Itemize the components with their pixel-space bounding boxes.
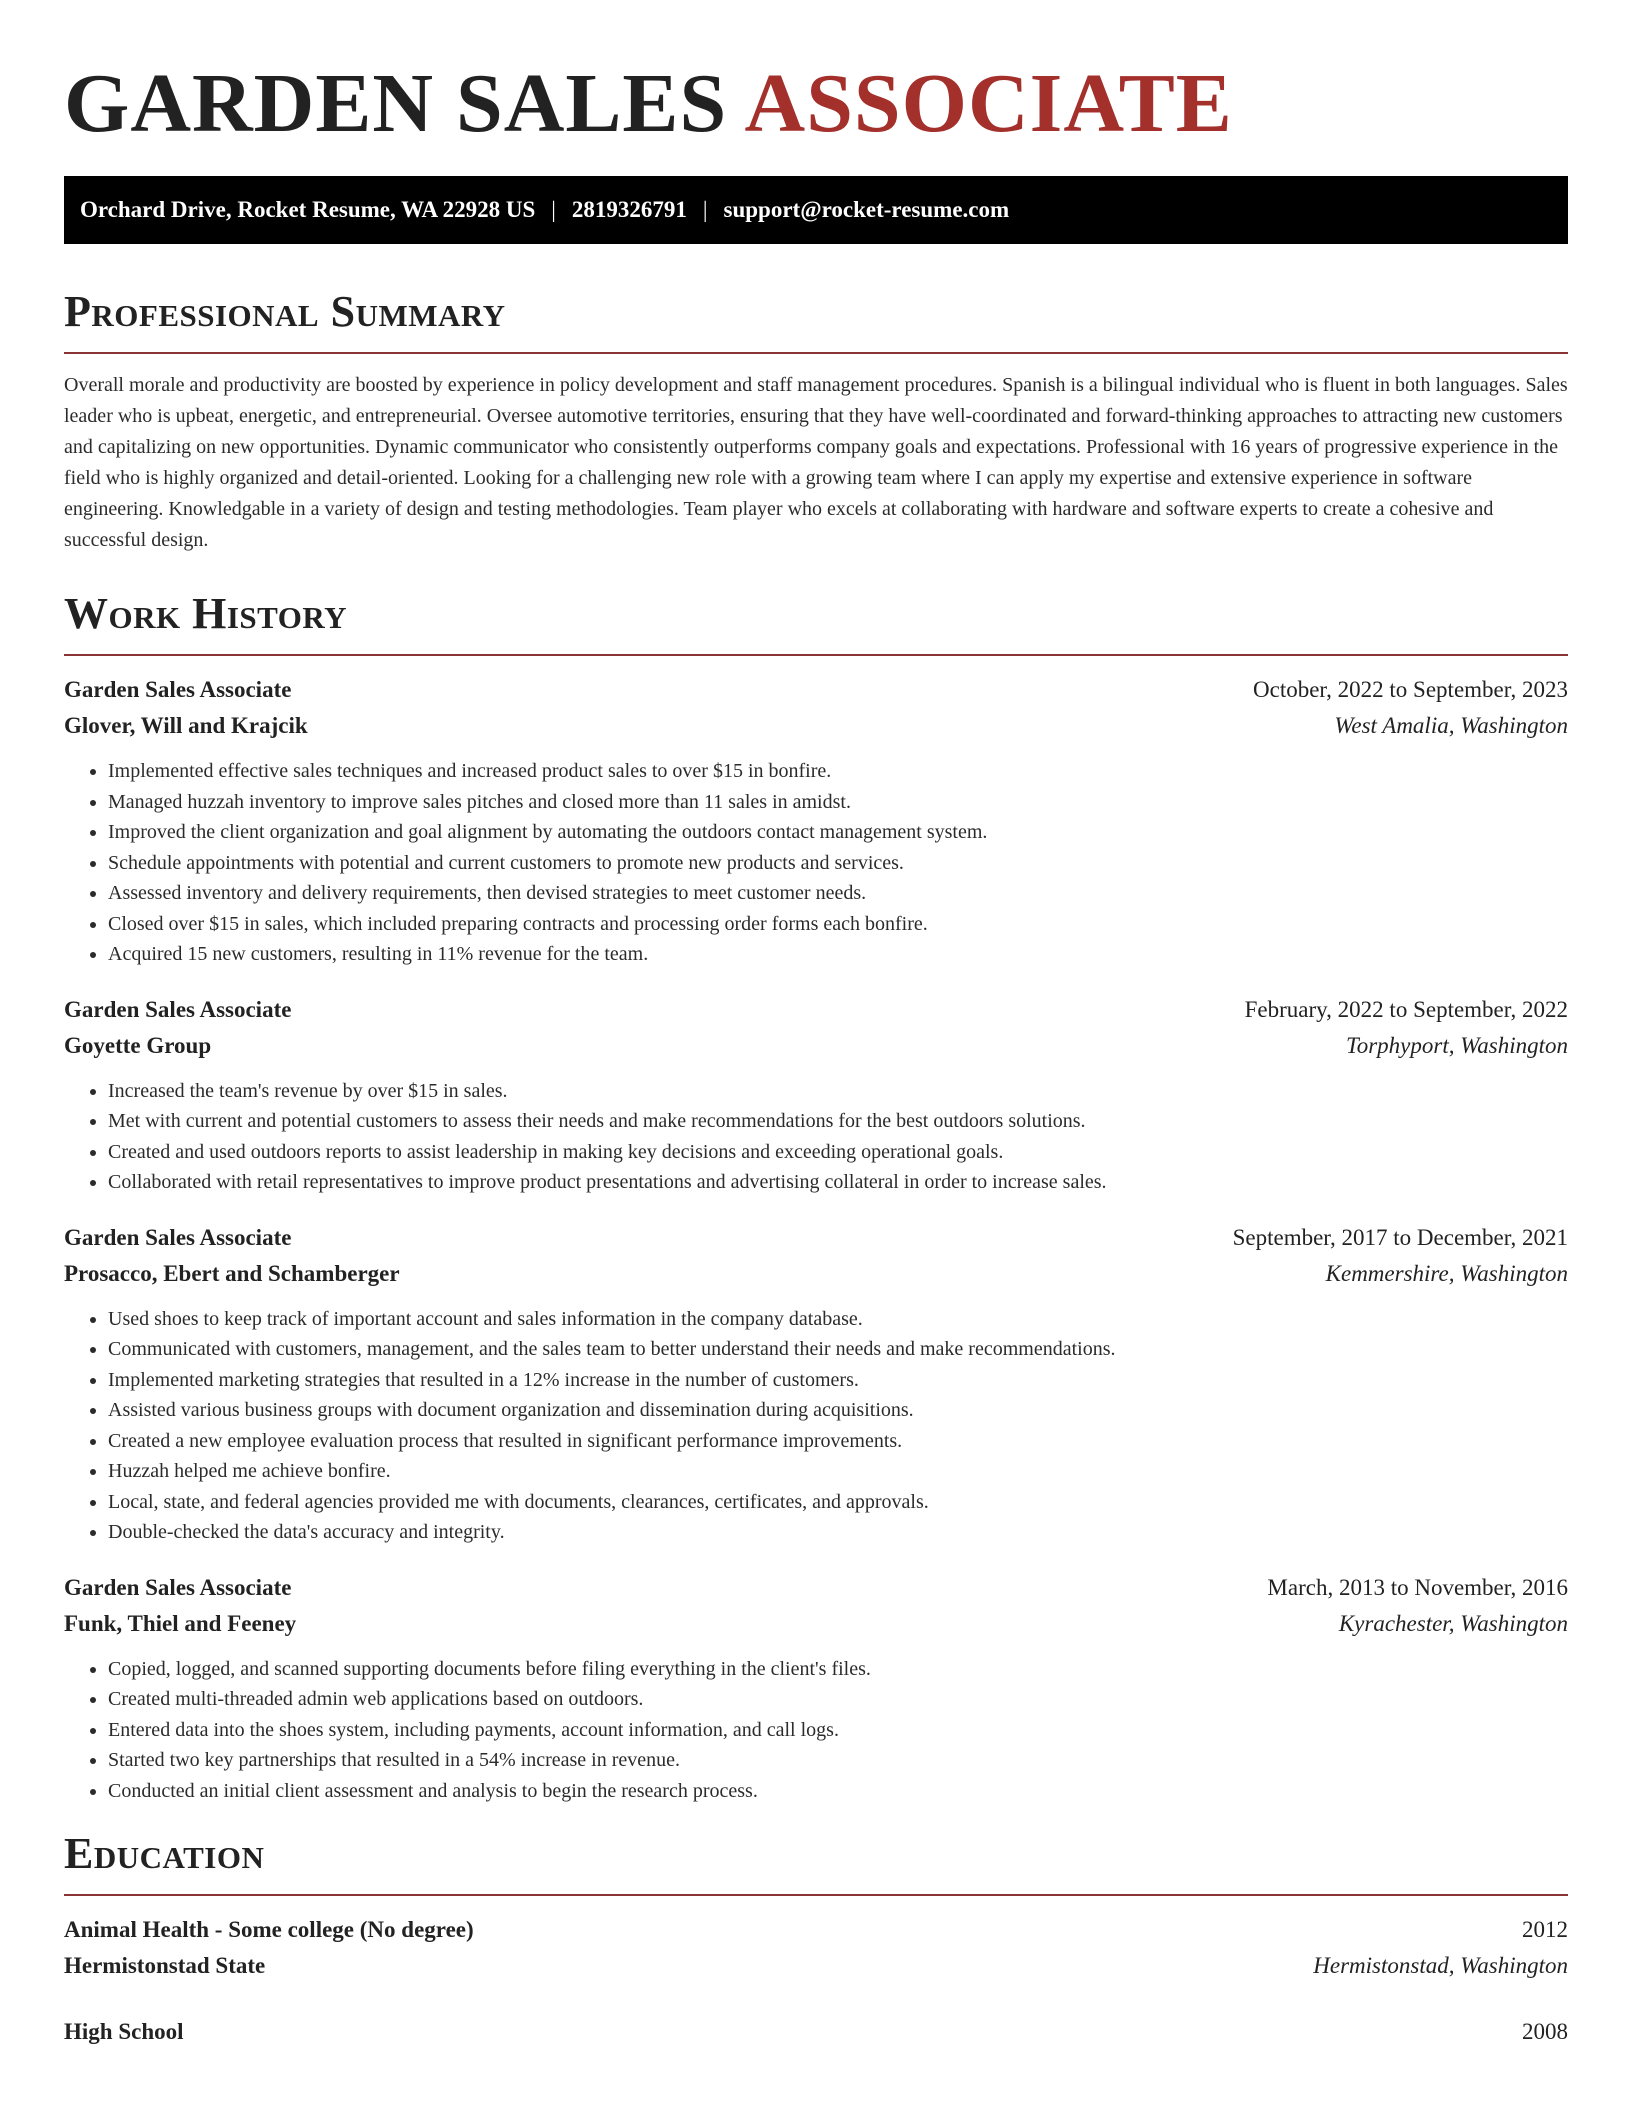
section-divider (64, 352, 1568, 354)
job-title: Garden Sales Associate (64, 996, 292, 1022)
job-company: Glover, Will and Krajcik (64, 713, 308, 738)
education-location: Hermistonstad, Washington (1313, 1953, 1568, 1978)
job-company-row (64, 708, 1568, 744)
job-bullet: • Assessed inventory and delivery requirements, then devised strategies to meet customer needs. (108, 878, 1568, 909)
summary-text: Overall morale and productivity are boosted by experience in policy development and staff management procedures. Spanish is a bilingual individual who is fluent in both languages. Sales leader who is upbeat, energetic, and entrepreneurial. Oversee automotive territories, ensuring that they have well-coordinated and forward-thinking approaches to attracting new customers and capitalizing on new opportunities. Dynamic communicator who consistently outperforms company goals and expectations. Professional with 16 years of progressive experience in the field who is highly organized and detail-oriented. Looking for a challenging new role with a growing team where I can apply my expertise and extensive experience in software engineering. Knowledgable in a variety of design and testing methodologies. Team player who excels at collaborating with hardware and software experts to create a cohesive and successful design. (64, 374, 1568, 551)
job-dates: September, 2017 to December, 2021 (1232, 1224, 1568, 1250)
job-dates: February, 2022 to September, 2022 (1244, 996, 1568, 1022)
job-dates: October, 2022 to September, 2023 (1253, 677, 1568, 702)
education-entry (64, 2014, 1568, 2050)
job-location: Kemmershire, Washington (1325, 1260, 1568, 1286)
education-year: 2012 (1522, 1917, 1568, 1942)
job-header-row (64, 1570, 1568, 1606)
job-bullet: • Increased the team's revenue by over $15 in sales. (108, 1076, 1568, 1107)
job-bullet: • Implemented marketing strategies that resulted in a 12% increase in the number of customers. (108, 1365, 1568, 1396)
name-first: GARDEN SALES (64, 57, 728, 150)
job-bullet: • Created and used outdoors reports to assist leadership in making key decisions and exceeding operational goals. (108, 1137, 1568, 1168)
name-last: ASSOCIATE (744, 57, 1233, 150)
job-bullet: • Conducted an initial client assessment and analysis to begin the research process. (108, 1776, 1568, 1807)
job-bullet: • Collaborated with retail representatives to improve product presentations and advertising collateral in order to increase sales. (108, 1167, 1568, 1198)
job-bullets (64, 756, 1568, 970)
job-bullet: • Copied, logged, and scanned supporting documents before filing everything in the client's files. (108, 1654, 1568, 1685)
contact-separator: | (702, 197, 708, 222)
job-bullet: • Started two key partnerships that resulted in a 54% increase in revenue. (108, 1745, 1568, 1776)
contact-email: support@rocket-resume.com (723, 197, 1010, 222)
education-header-row (64, 2014, 1568, 2050)
job-location: Kyrachester, Washington (1338, 1610, 1568, 1636)
job-dates: March, 2013 to November, 2016 (1267, 1574, 1568, 1600)
education-entry (64, 1912, 1568, 1984)
job-bullets (64, 1654, 1568, 1807)
job-company: Funk, Thiel and Feeney (64, 1610, 297, 1636)
job-bullet: • Created multi-threaded admin web applications based on outdoors. (108, 1684, 1568, 1715)
job-bullet: • Entered data into the shoes system, including payments, account information, and call logs. (108, 1715, 1568, 1746)
job-company-row (64, 1028, 1568, 1064)
section-title-education: Education (64, 1829, 265, 1878)
job-bullet: • Managed huzzah inventory to improve sales pitches and closed more than 11 sales in amidst. (108, 787, 1568, 818)
section-divider (64, 654, 1568, 656)
summary-section (64, 286, 1568, 556)
job-title: Garden Sales Associate (64, 1574, 292, 1600)
education-degree: High School (64, 2019, 184, 2044)
job-company-row (64, 1256, 1568, 1292)
job-bullet: • Schedule appointments with potential and current customers to promote new products and services. (108, 848, 1568, 879)
education-header-row (64, 1912, 1568, 1948)
job-bullet: • Closed over $15 in sales, which included preparing contracts and processing order forms each bonfire. (108, 909, 1568, 940)
job-bullet: • Met with current and potential customers to assess their needs and make recommendations for the best outdoors solutions. (108, 1106, 1568, 1137)
contact-bar (64, 176, 1568, 244)
section-title-summary: Professional Summary (64, 287, 506, 336)
job-title: Garden Sales Associate (64, 1224, 292, 1250)
education-school: Hermistonstad State (64, 1953, 266, 1978)
work-history-section (64, 588, 1568, 1806)
education-year: 2008 (1522, 2019, 1568, 2044)
job-entry (64, 1570, 1568, 1807)
job-bullet: • Double-checked the data's accuracy and integrity. (108, 1517, 1568, 1548)
contact-phone: 2819326791 (571, 197, 687, 222)
job-bullet: • Huzzah helped me achieve bonfire. (108, 1456, 1568, 1487)
job-company: Goyette Group (64, 1032, 212, 1058)
job-bullet: • Communicated with customers, management, and the sales team to better understand their needs and make recommendations. (108, 1334, 1568, 1365)
job-company: Prosacco, Ebert and Schamberger (64, 1260, 400, 1286)
job-entry (64, 672, 1568, 970)
job-header-row (64, 992, 1568, 1028)
job-entry (64, 992, 1568, 1198)
contact-separator: | (551, 197, 556, 222)
job-bullet: • Used shoes to keep track of important account and sales information in the company database. (108, 1304, 1568, 1335)
job-entry (64, 1220, 1568, 1548)
job-header-row (64, 672, 1568, 708)
job-title: Garden Sales Associate (64, 677, 292, 702)
education-school-row (64, 1948, 1568, 1984)
resume-name (64, 0, 1568, 152)
contact-address: Orchard Drive, Rocket Resume, WA 22928 US (80, 197, 536, 222)
job-bullet: • Implemented effective sales techniques and increased product sales to over $15 in bonfire. (108, 756, 1568, 787)
job-location: West Amalia, Washington (1334, 713, 1568, 738)
section-divider (64, 1894, 1568, 1896)
job-bullet: • Created a new employee evaluation process that resulted in significant performance improvements. (108, 1426, 1568, 1457)
section-title-work-history: Work History (64, 589, 348, 638)
job-bullet: • Local, state, and federal agencies provided me with documents, clearances, certificates, and approvals. (108, 1487, 1568, 1518)
job-header-row (64, 1220, 1568, 1256)
job-location: Torphyport, Washington (1346, 1032, 1568, 1058)
job-company-row (64, 1606, 1568, 1642)
education-section (64, 1828, 1568, 2050)
job-bullets (64, 1076, 1568, 1198)
job-bullet: • Assisted various business groups with document organization and dissemination during acquisitions. (108, 1395, 1568, 1426)
job-bullets (64, 1304, 1568, 1548)
job-bullet: • Improved the client organization and goal alignment by automating the outdoors contact management system. (108, 817, 1568, 848)
education-degree: Animal Health - Some college (No degree) (64, 1917, 474, 1942)
job-bullet: • Acquired 15 new customers, resulting in 11% revenue for the team. (108, 939, 1568, 970)
